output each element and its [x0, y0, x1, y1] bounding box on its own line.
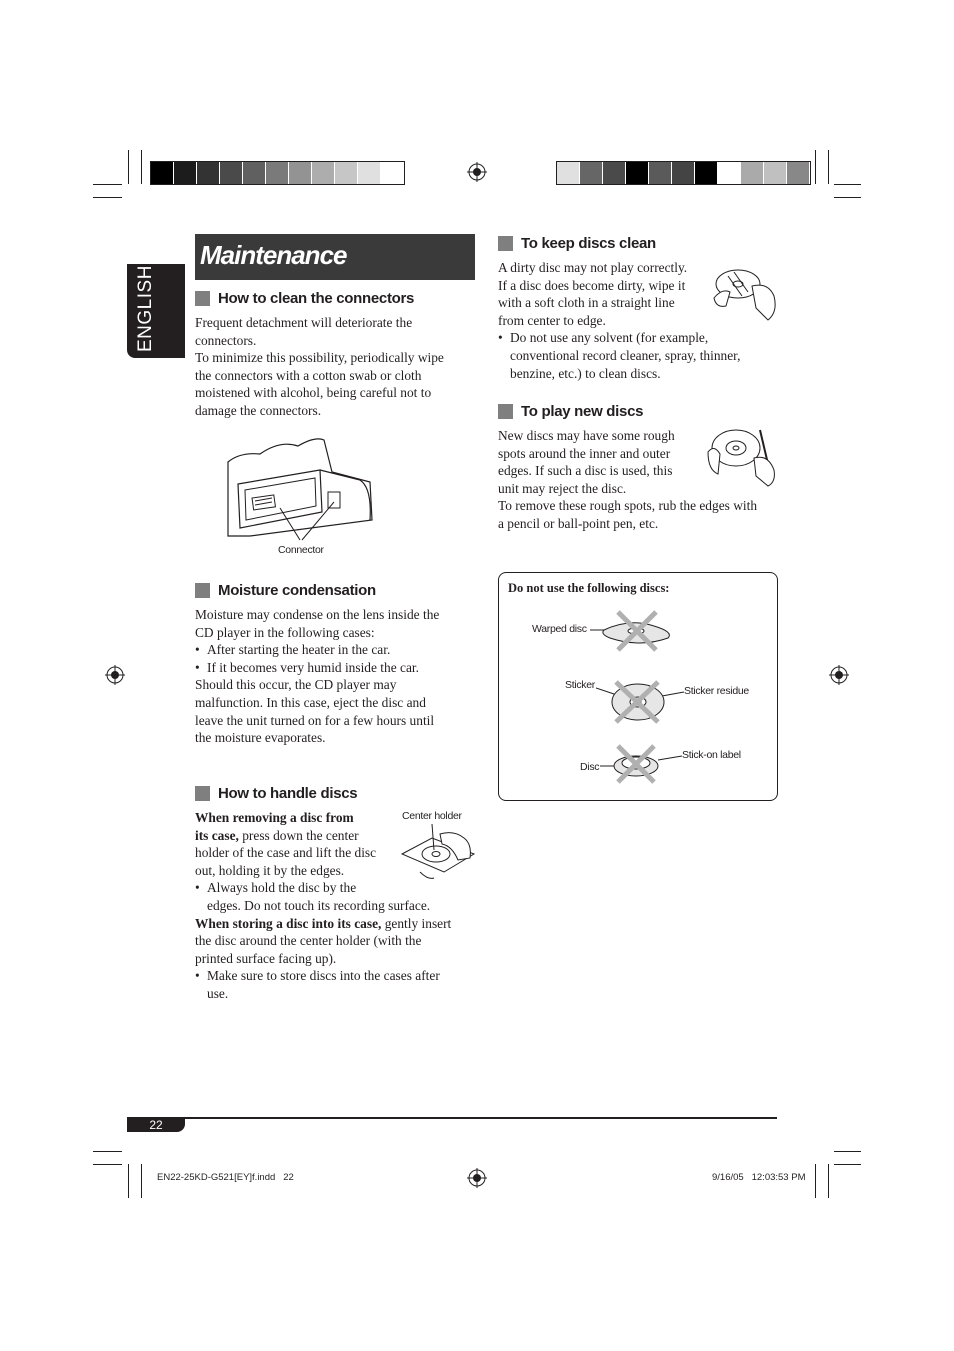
sticker-label: Sticker: [565, 679, 595, 691]
language-label: ENGLISH: [135, 265, 156, 352]
color-swatch: [580, 162, 603, 184]
color-swatch: [243, 162, 266, 184]
page-title: Maintenance: [200, 240, 347, 270]
heading-clean-connectors: How to clean the connectors: [195, 290, 414, 307]
footer-rule: [127, 1117, 777, 1119]
color-swatch: [289, 162, 312, 184]
color-swatch: [741, 162, 764, 184]
heading-new-discs: To play new discs: [498, 403, 643, 420]
handle-discs-text: When removing a disc from its case, press down the center holder of the case and lift the disc out, holding it by the edges. • Always hold the disc by the edges. Do not touch its recording surface. When storing a disc into its case, gently insert the disc around the center holder (with the printed surface facing up). • Make sure to store discs into the cases after use.: [195, 809, 480, 1003]
color-swatch: [220, 162, 243, 184]
color-swatch: [649, 162, 672, 184]
registration-mark-icon: [105, 665, 125, 685]
language-tab: [127, 264, 185, 358]
sticker-disc-icon: [596, 678, 686, 726]
color-swatch: [695, 162, 718, 184]
registration-mark-icon: [467, 1168, 487, 1188]
color-swatch: [787, 162, 810, 184]
faceplate-connector-illustration: [220, 432, 380, 542]
color-swatch: [381, 162, 404, 184]
color-bar-right: [556, 161, 811, 185]
color-swatch: [718, 162, 741, 184]
list-item: • After starting the heater in the car.: [195, 641, 480, 659]
registration-mark-icon: [829, 665, 849, 685]
keep-clean-text: A dirty disc may not play correctly. If a disc does become dirty, wipe it with a soft cloth in a straight line from center to edge. • Do not use any solvent (for example, conventional record cleaner, spray, thinner, benzine, etc.) to clean discs.: [498, 259, 783, 382]
color-bar-left: [150, 161, 405, 185]
list-item: • If it becomes very humid inside the car.: [195, 659, 480, 677]
title-bar: [195, 234, 475, 280]
list-item: • Make sure to store discs into the cases after: [195, 967, 480, 985]
stick-on-label-disc-icon: [600, 742, 684, 786]
color-swatch: [312, 162, 335, 184]
registration-mark-icon: [467, 162, 487, 182]
list-item: • Do not use any solvent (for example,: [498, 329, 783, 347]
color-swatch: [626, 162, 649, 184]
color-swatch: [672, 162, 695, 184]
footer-date: 9/16/05 12:03:53 PM: [712, 1172, 806, 1183]
color-swatch: [557, 162, 580, 184]
wiping-disc-illustration: [708, 262, 782, 324]
footer-file: EN22-25KD-G521[EY]f.indd 22: [157, 1172, 294, 1183]
warped-disc-icon: [590, 608, 680, 654]
color-swatch: [335, 162, 358, 184]
color-swatch: [603, 162, 626, 184]
heading-square-icon: [195, 583, 210, 598]
heading-square-icon: [498, 404, 513, 419]
connector-label: Connector: [278, 544, 324, 556]
page-number: 22: [149, 1118, 163, 1132]
color-swatch: [174, 162, 197, 184]
heading-keep-clean: To keep discs clean: [498, 235, 656, 252]
clean-connectors-text: Frequent detachment will deteriorate the connectors. To minimize this possibility, periodically wipe the connectors with a cotton swab or cloth moistened with alcohol, being careful not to damage the connectors.: [195, 315, 444, 418]
new-discs-text: New discs may have some rough spots around the inner and outer edges. If such a disc is used, this unit may reject the disc. To remove these rough spots, rub the edges with a pencil or ball-point pen, etc.: [498, 428, 758, 531]
disc-label: Disc: [580, 761, 600, 773]
color-swatch: [197, 162, 220, 184]
heading-square-icon: [498, 236, 513, 251]
page-number-tab: [127, 1118, 185, 1132]
sticker-residue-label: Sticker residue: [684, 685, 749, 697]
heading-square-icon: [195, 291, 210, 306]
moisture-text: Moisture may condense on the lens inside the CD player in the following cases: • After starting the heater in the car. • If it becomes very humid inside the car. Should this occur, the CD player may malfunction. In this case, eject the disc and leave the unit turned on for a few hours until the moisture evaporates.: [195, 606, 480, 747]
stick-on-label-label: Stick-on label: [682, 749, 741, 761]
heading-square-icon: [195, 786, 210, 801]
heading-handle-discs: How to handle discs: [195, 785, 357, 802]
heading-moisture: Moisture condensation: [195, 582, 376, 599]
color-swatch: [151, 162, 174, 184]
pencil-disc-illustration: [704, 424, 780, 490]
warped-disc-label: Warped disc: [532, 623, 587, 635]
color-swatch: [266, 162, 289, 184]
color-swatch: [764, 162, 787, 184]
do-not-use-title: Do not use the following discs:: [508, 581, 670, 595]
list-item: • Always hold the disc by the: [195, 879, 480, 897]
color-swatch: [358, 162, 381, 184]
center-holder-label: Center holder: [402, 810, 462, 822]
